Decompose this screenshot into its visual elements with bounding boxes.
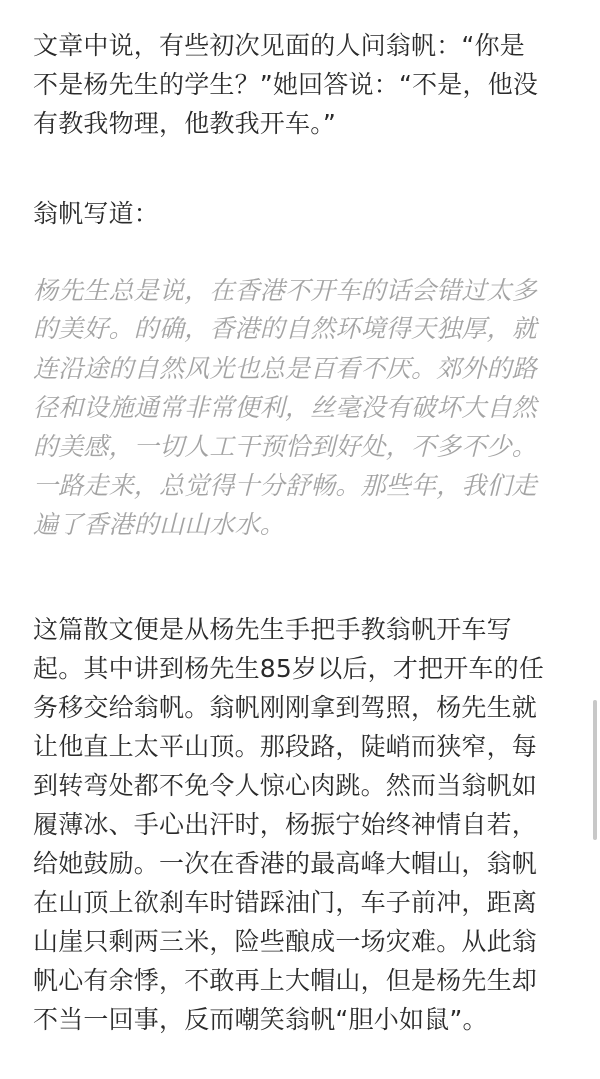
text-line: 文章中说，有些初次见面的人问翁帆：“你是 <box>33 31 525 60</box>
text-line: 有教我物理，他教我开车。” <box>33 109 337 138</box>
scrollbar-thumb[interactable] <box>593 700 597 840</box>
text-line: 履薄冰、手心出汗时，杨振宁始终神情自若， <box>33 810 538 839</box>
text-line: 翁帆写道： <box>33 199 160 228</box>
quote-line: 的美感，一切人工干预恰到好处，不多不少。 <box>33 432 538 461</box>
text-line: 这篇散文便是从杨先生手把手教翁帆开车写 <box>33 615 512 644</box>
text-line: 务移交给翁帆。翁帆刚刚拿到驾照，杨先生就 <box>33 693 538 722</box>
quote-line: 一路走来，总觉得十分舒畅。那些年，我们走 <box>33 471 538 500</box>
text-line: 不当一回事，反而嘲笑翁帆“胆小如鼠”。 <box>33 1005 488 1034</box>
text-line: 到转弯处都不免令人惊心肉跳。然而当翁帆如 <box>33 771 538 800</box>
text-line: 给她鼓励。一次在香港的最高峰大帽山，翁帆 <box>33 849 538 878</box>
scrollbar[interactable] <box>593 0 597 1079</box>
text-line: 让他直上太平山顶。那段路，陡峭而狭窄，每 <box>33 732 538 761</box>
quote-line: 连沿途的自然风光也总是百看不厌。郊外的路 <box>33 354 538 383</box>
text-line: 不是杨先生的学生？”她回答说：“不是，他没 <box>33 70 539 99</box>
quote-line: 的美好。的确，香港的自然环境得天独厚，就 <box>33 314 538 343</box>
text-line: 山崖只剩两三米，险些酿成一场灾难。从此翁 <box>33 927 538 956</box>
text-line: 在山顶上欲刹车时错踩油门，车子前冲，距离 <box>33 888 538 917</box>
text-line: 起。其中讲到杨先生85岁以后，才把开车的任 <box>33 654 545 683</box>
quote-line: 遍了香港的山山水水。 <box>33 510 286 539</box>
text-line: 帆心有余悸，不敢再上大帽山，但是杨先生却 <box>33 966 538 995</box>
quote-line: 杨先生总是说，在香港不开车的话会错过太多 <box>33 276 538 305</box>
quote-line: 径和设施通常非常便利，丝毫没有破坏大自然 <box>33 393 538 422</box>
